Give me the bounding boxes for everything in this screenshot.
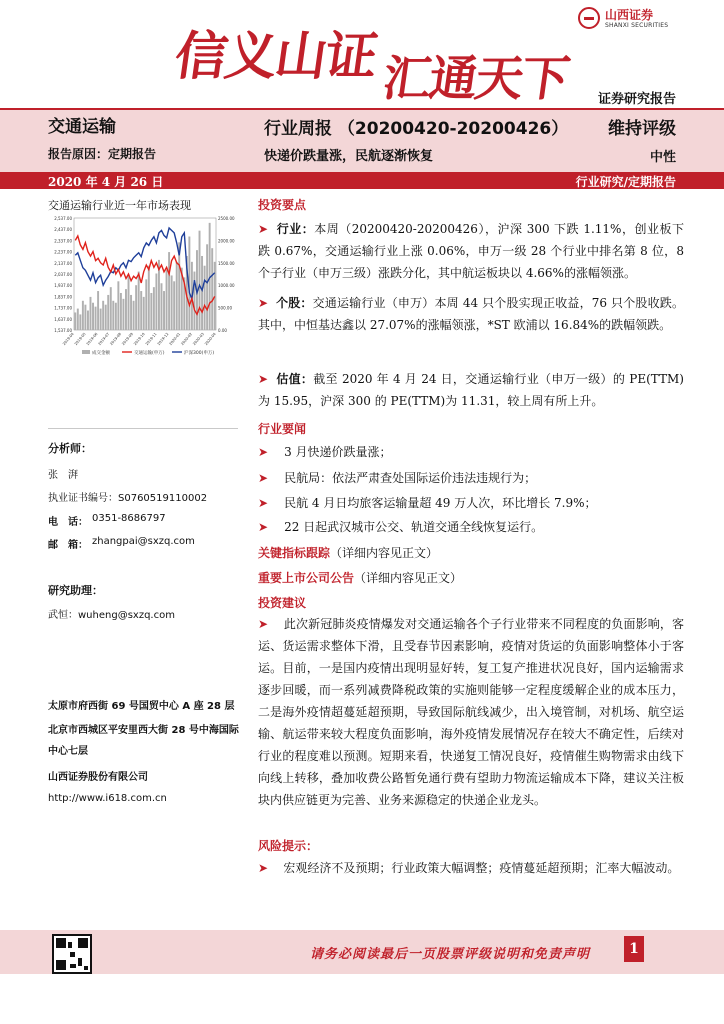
y-left-tick-label: 1,837.00	[54, 294, 72, 300]
rating-value: 中性	[649, 150, 676, 165]
y-left-tick-label: 1,937.00	[54, 283, 72, 289]
volume-bar	[102, 301, 104, 330]
news-item	[258, 495, 597, 511]
arrow-bullet-icon: ➤	[258, 471, 269, 485]
slogan-part2: 汇通天下	[379, 51, 572, 107]
news-heading: 行业要闻	[258, 422, 307, 436]
legend-swatch-volume	[82, 350, 90, 354]
y-right-tick-label: 500.00	[218, 305, 232, 311]
news-item	[258, 519, 543, 535]
x-tick-label: 2019-08	[109, 332, 123, 347]
tracking-title: 关键指标跟踪	[258, 546, 331, 560]
volume-bar	[77, 309, 79, 330]
volume-bar	[140, 291, 142, 330]
phone-label: 电 话：	[48, 517, 88, 528]
arrow-bullet-icon: ➤	[258, 445, 269, 459]
volume-bar	[171, 275, 173, 330]
volume-bar	[87, 311, 89, 330]
point-stocks-text: 交通运输行业（申万）本周 44 只个股实现正收益，76 只个股收跌。其中，中恒基达鑫以 27.07%的涨幅领涨，*ST 欧浦以 16.84%的跌幅领跌。	[258, 296, 684, 332]
point-valuation-text: 截至 2020 年 4 月 24 日，交通运输行业（申万一级）的 PE(TTM)为 15.95，沪深 300 的 PE(TTM)为 11.31，较上周有所上升。	[258, 372, 684, 408]
volume-bar	[204, 266, 206, 330]
volume-bar	[135, 285, 137, 330]
email-link[interactable]: zhangpai@sxzq.com	[92, 536, 195, 547]
volume-bar	[84, 305, 86, 330]
volume-bar	[206, 244, 208, 330]
point-industry-text: 本周（20200420-20200426），沪深 300 下跌 1.11%，创业板下跌 0.67%，交通运输行业上涨 0.06%，申万一级 28 个行业中排名第 8 位，8 个子行业（申万三级）涨跌分化，其中航运板块以 4.66%的涨幅领涨。	[258, 222, 684, 280]
y-left-tick-label: 1,737.00	[54, 305, 72, 311]
volume-bar	[163, 291, 165, 330]
news-item	[258, 470, 536, 486]
news-item-text: 民航局：依法严肃查处国际运价违法违规行为；	[284, 471, 537, 485]
y-right-tick-label: 2500.00	[218, 216, 235, 221]
volume-bar	[148, 266, 150, 330]
advice-heading: 投资建议	[258, 596, 307, 610]
license-number: 执业证书编号：S0760519110002	[48, 493, 208, 504]
volume-bar	[110, 287, 112, 330]
x-tick-label: 2019-04	[62, 332, 75, 347]
chart-title: 交通运输行业近一年市场表现	[48, 199, 191, 212]
volume-bar	[168, 252, 170, 330]
x-tick-label: 2019-12	[156, 332, 170, 347]
point-stocks-label: 个股：	[276, 296, 313, 310]
news-item-text: 3 月快递价跌量涨；	[284, 445, 392, 459]
legend-label-hs300: 沪深300(申万)	[184, 351, 215, 356]
y-right-tick-label: 2000.00	[218, 238, 235, 244]
volume-bar	[74, 312, 76, 330]
report-date: 2020 年 4 月 26 日	[48, 175, 164, 189]
x-tick-label: 2019-11	[144, 332, 158, 347]
volume-bar	[153, 287, 155, 330]
slogan-part1: 信义山证	[171, 27, 380, 87]
arrow-bullet-icon: ➤	[258, 372, 269, 386]
advice-paragraph	[258, 613, 684, 811]
arrow-bullet-icon: ➤	[258, 222, 269, 236]
x-tick-label: 2019-07	[97, 332, 111, 347]
volume-bar	[128, 275, 130, 330]
y-left-tick-label: 2,537.00	[54, 216, 72, 221]
company-name: 山西证券股份有限公司	[48, 772, 148, 783]
x-tick-label: 2019-05	[73, 332, 87, 347]
volume-bar	[166, 270, 168, 330]
y-left-tick-label: 2,337.00	[54, 238, 72, 244]
news-item-text: 22 日起武汉城市公交、轨道交通全线恢复运行。	[284, 520, 544, 534]
report-type: 证券研究报告	[597, 92, 676, 107]
volume-bar	[79, 314, 81, 330]
volume-bar	[112, 301, 114, 330]
address-beijing: 北京市西城区平安里西大街 28 号中海国际中心七层	[48, 725, 239, 757]
volume-bar	[115, 303, 117, 330]
volume-bar	[211, 248, 213, 330]
volume-bar	[105, 305, 107, 330]
qr-code-icon	[52, 934, 92, 974]
arrow-bullet-icon: ➤	[258, 520, 269, 534]
news-item-text: 民航 4 月日均旅客运输量超 49 万人次，环比增长 7.9%；	[284, 496, 597, 510]
volume-bar	[82, 301, 84, 330]
legend-label-volume: 成交金额	[92, 351, 110, 356]
volume-bar	[95, 307, 97, 330]
arrow-bullet-icon: ➤	[258, 496, 269, 510]
volume-bar	[150, 293, 152, 330]
y-right-tick-label: 1500.00	[218, 260, 235, 266]
advice-text: 此次新冠肺炎疫情爆发对交通运输各个子行业带来不同程度的负面影响，客运、货运需求整体下滑，且受春节因素影响，疫情对货运的负面影响整体小于客运。目前，一是国内疫情出现明显好转，复工复产推进状况良好，国内运输需求逐步回暖，而一系列减费降税政策的实施则能够一定程度缓解企业的成本压力，二是海外疫情超蔓延超预期，导致国际航线减少，出入境管制，对机场、航空运输、航运带来较大程度负面影响，海外疫情发展情况存在较大不确定性，后续对行业的程度难以预测。短期来看，快递复工情况良好，疫情催生购物需求由线下向线上转移，叠加收费公路暂免通行费有望助力物流运输成本下降，建议关注板块内供应链更为完善、业务来源稳定的快递企业龙头。	[258, 617, 684, 807]
phone-number: 0351-8686797	[92, 513, 166, 524]
market-chart-svg	[46, 212, 242, 368]
volume-bar	[138, 272, 140, 330]
rating-label: 维持评级	[608, 119, 676, 139]
company-announcement-heading	[258, 569, 462, 586]
address-taiyuan: 太原市府西街 69 号国贸中心 A 座 28 层	[48, 701, 235, 712]
y-left-tick-label: 2,237.00	[54, 249, 72, 255]
x-tick-label: 2020-03	[192, 332, 205, 347]
x-tick-label: 2019-06	[85, 332, 99, 347]
y-left-tick-label: 2,137.00	[54, 260, 72, 266]
volume-bar	[92, 303, 94, 330]
volume-bar	[117, 281, 119, 330]
report-title: 行业周报 （20200420-20200426）	[264, 119, 569, 139]
email-label: 邮 箱：	[48, 540, 88, 551]
assistant-contact[interactable]: 武恒：wuheng@sxzq.com	[48, 610, 175, 621]
volume-bar	[155, 274, 157, 330]
legend-label-transport: 交通运输(申万)	[134, 351, 165, 356]
y-left-tick-label: 2,037.00	[54, 272, 72, 277]
volume-bar	[120, 293, 122, 330]
y-left-tick-label: 1,537.00	[54, 328, 72, 333]
y-left-tick-label: 1,637.00	[54, 316, 72, 322]
x-tick-label: 2020-04	[204, 332, 217, 347]
volume-bar	[97, 291, 99, 330]
volume-bar	[176, 262, 178, 330]
x-tick-label: 2020-01	[168, 332, 182, 347]
tracking-note: （详细内容见正文）	[330, 546, 439, 560]
risk-text: 宏观经济不及预期；行业政策大幅调整；疫情蔓延超预期；汇率大幅波动。	[283, 861, 680, 875]
report-subtitle: 快递价跌量涨，民航逐渐恢复	[264, 149, 434, 164]
tracking-heading	[258, 544, 438, 561]
risk-paragraph	[258, 857, 684, 879]
volume-bar	[125, 289, 127, 330]
y-left-tick-label: 2,437.00	[54, 227, 72, 233]
y-right-tick-label: 0.00	[218, 328, 227, 333]
arrow-bullet-icon: ➤	[258, 296, 269, 310]
report-category: 行业研究/定期报告	[575, 175, 676, 189]
company-announcement-note: （详细内容见正文）	[354, 571, 463, 585]
y-right-tick-label: 1000.00	[218, 283, 235, 289]
point-valuation-label: 估值：	[276, 372, 314, 386]
x-tick-label: 2020-02	[180, 332, 194, 347]
company-logo	[578, 6, 680, 32]
point-industry-label: 行业：	[276, 222, 315, 236]
point-industry	[258, 218, 684, 284]
point-stocks	[258, 292, 684, 336]
volume-bar	[122, 299, 124, 330]
volume-bar	[130, 295, 132, 330]
volume-bar	[145, 279, 147, 330]
market-chart	[46, 212, 242, 368]
company-announcement-title: 重要上市公司公告	[258, 571, 355, 585]
logo-icon	[578, 7, 600, 29]
point-valuation	[258, 368, 684, 412]
analyst-name: 张 湃	[48, 470, 78, 481]
risk-heading: 风险提示：	[258, 839, 319, 853]
sidebar-divider	[48, 428, 238, 429]
volume-bar	[173, 281, 175, 330]
news-item	[258, 444, 392, 460]
x-tick-label: 2019-10	[133, 332, 146, 347]
volume-bar	[161, 283, 163, 330]
volume-bar	[201, 256, 203, 330]
volume-bar	[143, 297, 145, 330]
assistant-label: 研究助理：	[48, 584, 103, 597]
arrow-bullet-icon: ➤	[258, 617, 269, 631]
logo-en-text: SHANXI SECURITIES	[605, 22, 669, 29]
analyst-label: 分析师：	[48, 442, 92, 455]
company-website[interactable]: http://www.i618.com.cn	[48, 793, 167, 804]
disclaimer-text: 请务必阅读最后一页股票评级说明和免责声明	[310, 947, 591, 962]
x-tick-label: 2019-09	[121, 332, 134, 347]
industry-name: 交通运输	[48, 117, 116, 137]
arrow-bullet-icon: ➤	[258, 861, 269, 875]
volume-bar	[133, 301, 135, 330]
volume-bar	[214, 262, 216, 330]
logo-cn-text: 山西证券	[605, 8, 654, 22]
page-number: 1	[624, 936, 644, 962]
volume-bar	[178, 242, 180, 330]
volume-bar	[199, 231, 201, 330]
volume-bar	[90, 297, 92, 330]
volume-bar	[100, 309, 102, 330]
key-points-heading: 投资要点	[258, 198, 307, 212]
report-reason: 报告原因：定期报告	[48, 147, 157, 161]
volume-bar	[107, 295, 109, 330]
